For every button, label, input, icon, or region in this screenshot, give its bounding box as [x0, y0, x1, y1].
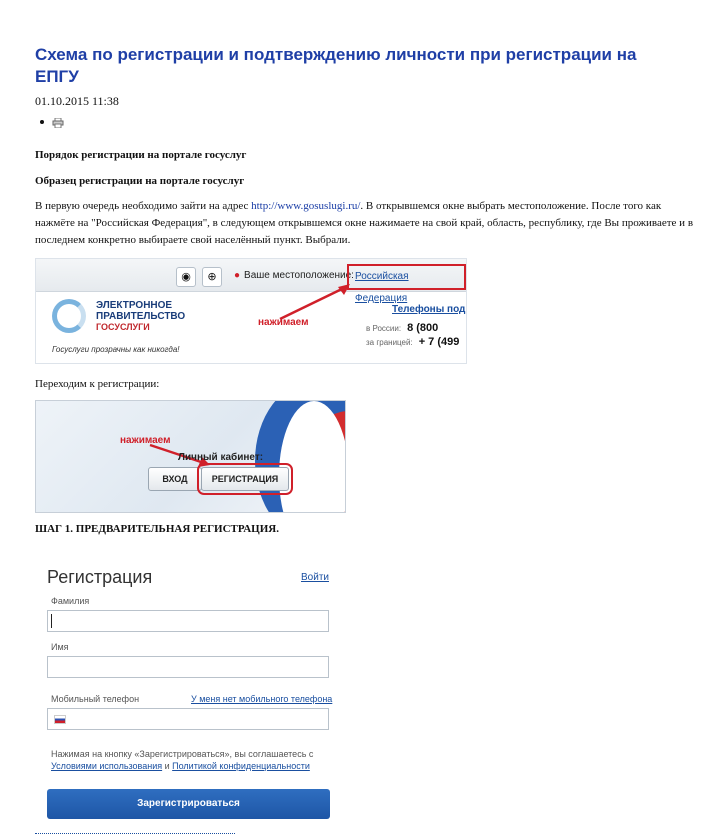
- red-arrow-icon: [276, 279, 356, 324]
- terms-text-start: Нажимая на кнопку «Зарегистрироваться», вы соглашаетесь с: [51, 749, 314, 759]
- click-annotation: нажимаем: [120, 435, 171, 446]
- compass-icon[interactable]: ⊕: [202, 267, 222, 287]
- phone-field[interactable]: [47, 708, 329, 730]
- text-caret: [51, 614, 52, 628]
- login-link[interactable]: Войти: [301, 572, 329, 583]
- logo-line-1: ЭЛЕКТРОННОЕ: [96, 300, 173, 311]
- phone-russia-label: в России:: [366, 324, 402, 333]
- phones-link[interactable]: Телефоны под: [392, 304, 466, 315]
- toolbar-list: [40, 117, 64, 127]
- phone-russia-number: 8 (800: [407, 322, 439, 334]
- location-label-text: Ваше местоположение:: [244, 270, 354, 281]
- location-screenshot: [35, 258, 467, 364]
- login-screenshot: [35, 400, 346, 513]
- portal-slogan: Госуслуги прозрачны как никогда!: [52, 345, 180, 354]
- phone-abroad-label: за границей:: [366, 338, 413, 347]
- gosuslugi-logo-icon: [52, 299, 86, 333]
- page-title: Схема по регистрации и подтверждению личности при регистрации на ЕПГУ: [35, 45, 637, 86]
- step-heading: ШАГ 1. ПРЕДВАРИТЕЛЬНАЯ РЕГИСТРАЦИЯ.: [35, 523, 279, 535]
- terms-of-use-link[interactable]: Условиями использования: [51, 761, 163, 771]
- logo-line-2: ПРАВИТЕЛЬСТВО: [96, 311, 186, 322]
- cut-off-link: [35, 833, 235, 838]
- name-label: Имя: [51, 642, 69, 652]
- intro-text-start: В первую очередь необходимо зайти на адрес: [35, 200, 252, 212]
- registration-form: [35, 555, 340, 839]
- no-phone-link[interactable]: У меня нет мобильного телефона: [191, 694, 333, 704]
- intro-paragraph: [35, 198, 695, 249]
- heading-registration-sample: Образец регистрации на портале госуслуг: [35, 175, 245, 187]
- surname-field[interactable]: [47, 610, 329, 632]
- go-to-registration-text: Переходим к регистрации:: [35, 378, 160, 390]
- form-title: Регистрация: [47, 567, 153, 587]
- location-selector[interactable]: Российская Федерация: [347, 264, 466, 290]
- terms-text: [51, 748, 336, 772]
- privacy-policy-link[interactable]: Политикой конфиденциальности: [172, 761, 310, 771]
- surname-label: Фамилия: [51, 596, 90, 606]
- publish-date: 01.10.2015 11:38: [35, 94, 119, 108]
- login-button[interactable]: ВХОД: [148, 467, 202, 491]
- heading-registration-order: Порядок регистрации на портале госуслуг: [35, 149, 247, 161]
- phone-abroad-number: + 7 (499: [418, 336, 460, 348]
- terms-and: и: [162, 761, 173, 771]
- click-annotation: нажимаем: [258, 317, 309, 328]
- phone-label: Мобильный телефон: [51, 694, 140, 704]
- name-field[interactable]: [47, 656, 329, 678]
- phone-russia: [366, 322, 438, 334]
- portal-topbar: [36, 259, 466, 304]
- phone-abroad: [366, 336, 459, 348]
- portal-logo-text: [96, 300, 185, 333]
- logo-line-3: ГОСУСЛУГИ: [96, 322, 150, 332]
- list-bullet: [40, 120, 44, 124]
- intro-text-end: . В открывшемся окне выбрать местоположение. После того как нажмёте на "Российская Федерация", в следующем открывшемся окне нажимаете на свой край, область, республику, где Вы проживаете и в последнем конкретно выбираете свой населённый пункт. Выбрали.: [35, 200, 694, 246]
- map-pin-icon: ●: [234, 270, 241, 281]
- print-icon[interactable]: [52, 117, 64, 127]
- register-button[interactable]: РЕГИСТРАЦИЯ: [201, 467, 289, 491]
- cabinet-label: Личный кабинет:: [178, 452, 264, 463]
- russia-flag-icon[interactable]: [54, 715, 66, 724]
- accessibility-icon[interactable]: ◉: [176, 267, 196, 287]
- gosuslugi-link[interactable]: http://www.gosuslugi.ru/: [251, 200, 361, 212]
- submit-register-button[interactable]: Зарегистрироваться: [47, 789, 330, 819]
